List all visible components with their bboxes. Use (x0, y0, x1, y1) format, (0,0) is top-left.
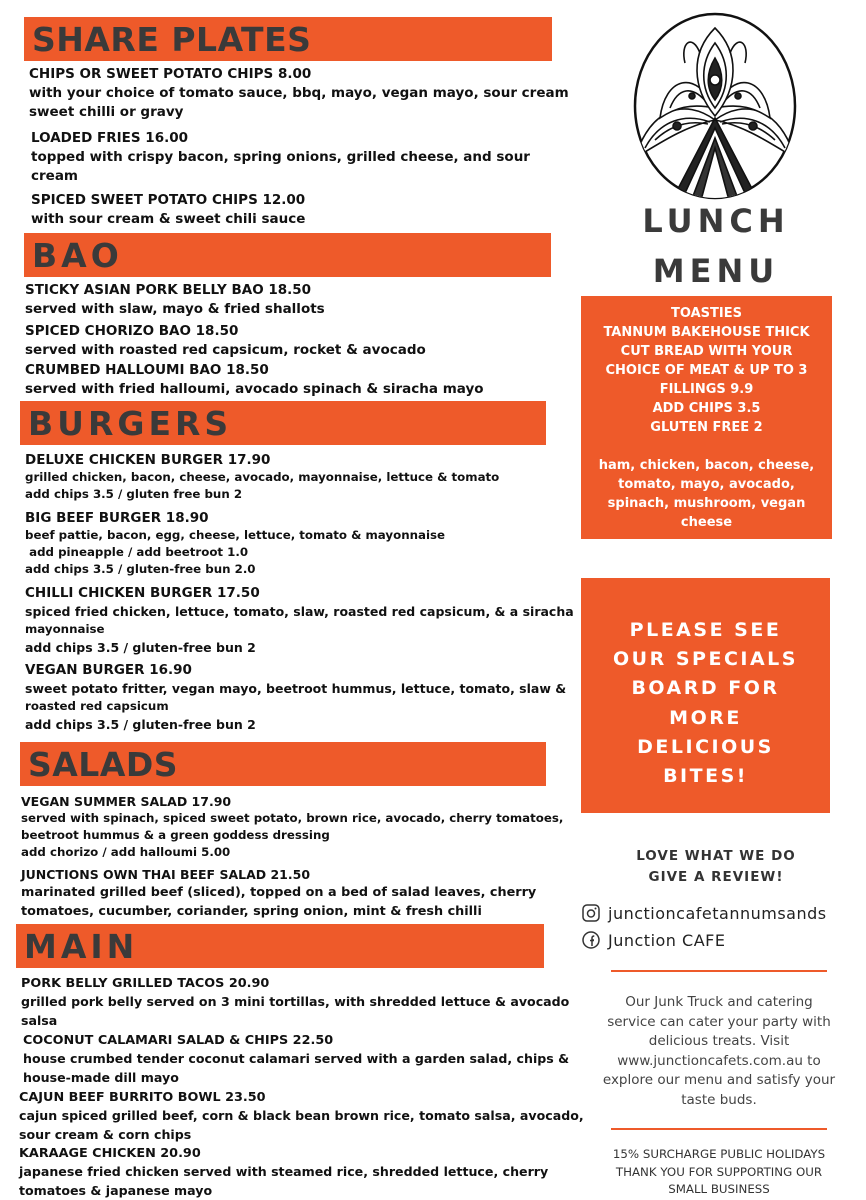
menu-item (19, 1145, 548, 1200)
instagram-link[interactable] (582, 904, 827, 923)
item-description: served with spinach, spiced sweet potato, brown rice, avocado, cherry tomatoes, (21, 811, 564, 825)
instagram-handle: junctioncafetannumsands (608, 904, 827, 923)
item-description: grilled chicken, bacon, cheese, avocado, mayonnaise, lettuce & tomato (25, 470, 500, 484)
menu-title: MENU (652, 252, 780, 290)
lunch-title: LUNCH (642, 202, 790, 240)
menu-item (21, 866, 536, 921)
item-title: STICKY ASIAN PORK BELLY BAO 18.50 (25, 282, 312, 298)
menu-item (25, 662, 566, 734)
menu-item (21, 975, 569, 1030)
item-description: topped with crispy bacon, spring onions, grilled cheese, and sour (31, 149, 530, 165)
footer-line: SMALL BUSINESS (668, 1182, 770, 1196)
specials-line: DELICIOUS (637, 735, 774, 758)
item-title: VEGAN BURGER 16.90 (25, 662, 192, 678)
item-description: add pineapple / add beetroot 1.0 (25, 545, 249, 559)
item-title: DELUXE CHICKEN BURGER 17.90 (25, 452, 271, 468)
item-description: sour cream & corn chips (19, 1127, 192, 1142)
item-description: spiced fried chicken, lettuce, tomato, slaw, roasted red capsicum, & a siracha (25, 604, 574, 619)
mandala-lotus-logo (630, 8, 800, 204)
item-title: COCONUT CALAMARI SALAD & CHIPS 22.50 (23, 1033, 334, 1048)
menu-item (25, 361, 484, 399)
item-description: marinated grilled beef (sliced), topped on a bed of salad leaves, cherry (21, 885, 537, 900)
item-description: beetroot hummus & a green goddess dressing (21, 828, 330, 842)
menu-item (25, 322, 426, 360)
item-description: cajun spiced grilled beef, corn & black bean brown rice, tomato salsa, avocado, (19, 1108, 584, 1123)
menu-item (25, 585, 574, 657)
item-description: salsa (21, 1013, 58, 1028)
review-line: LOVE WHAT WE DO (636, 848, 796, 864)
item-title: VEGAN SUMMER SALAD 17.90 (21, 794, 232, 809)
item-title: BIG BEEF BURGER 18.90 (25, 510, 209, 526)
fillings-line: tomato, mayo, avocado, (618, 477, 795, 492)
item-title: JUNCTIONS OWN THAI BEEF SALAD 21.50 (21, 867, 311, 882)
item-title: CHILLI CHICKEN BURGER 17.50 (25, 585, 260, 601)
item-description: add chorizo / add halloumi 5.00 (21, 845, 231, 859)
specials-line: MORE (669, 706, 742, 729)
toasties-box (581, 296, 832, 539)
instagram-icon (582, 904, 600, 922)
item-description: house crumbed tender coconut calamari served with a garden salad, chips & (23, 1051, 570, 1066)
item-description: served with roasted red capsicum, rocket & avocado (25, 342, 426, 358)
item-description: tomatoes, cucumber, coriander, spring onion, mint & fresh chilli (21, 904, 482, 919)
menu-item (25, 281, 325, 319)
promo-line: explore our menu and satisfy your (602, 1072, 836, 1089)
item-description: served with fried halloumi, avocado spinach & siracha mayo (25, 381, 484, 397)
section-banner-salads: SALADS (20, 742, 546, 786)
footer-line: 15% SURCHARGE PUBLIC HOLIDAYS (612, 1147, 826, 1161)
menu-item (29, 65, 569, 122)
promo-line: taste buds. (681, 1091, 757, 1108)
item-description: house-made dill mayo (23, 1070, 179, 1085)
item-description: add chips 3.5 / gluten-free bun 2 (25, 717, 256, 732)
promo-line: www.junctioncafets.com.au to (617, 1052, 821, 1069)
item-description: served with slaw, mayo & fried shallots (25, 301, 325, 317)
item-description: sweet potato fritter, vegan mayo, beetroot hummus, lettuce, tomato, slaw & (25, 681, 567, 696)
toasties-line: ADD CHIPS 3.5 (652, 401, 761, 416)
footer-note (594, 1146, 844, 1199)
item-title: LOADED FRIES 16.00 (31, 130, 189, 146)
specials-line: PLEASE SEE (629, 619, 782, 641)
facebook-name: Junction CAFE (608, 931, 726, 950)
promo-line: delicious treats. Visit (648, 1033, 790, 1050)
item-description: with sour cream & sweet chili sauce (31, 211, 306, 227)
item-description: mayonnaise (25, 622, 105, 636)
facebook-icon (582, 931, 600, 949)
item-description: add chips 3.5 / gluten-free bun 2.0 (25, 562, 256, 576)
fillings-line: cheese (680, 515, 733, 530)
section-banner-burgers: BURGERS (20, 401, 546, 445)
toasties-line: GLUTEN FREE 2 (650, 420, 763, 435)
item-description: sweet chilli or gravy (29, 104, 184, 120)
item-title: CRUMBED HALLOUMI BAO 18.50 (25, 362, 269, 378)
item-title: CAJUN BEEF BURRITO BOWL 23.50 (19, 1090, 266, 1105)
item-description: add chips 3.5 / gluten free bun 2 (25, 487, 243, 501)
item-description: add chips 3.5 / gluten-free bun 2 (25, 640, 256, 655)
toasties-line: FILLINGS 9.9 (659, 382, 754, 397)
menu-item (23, 1032, 569, 1087)
item-title: SPICED CHORIZO BAO 18.50 (25, 323, 239, 339)
menu-item (31, 191, 305, 229)
item-description: roasted red capsicum (25, 699, 169, 713)
divider (611, 1128, 827, 1130)
item-description: grilled pork belly served on 3 mini tortillas, with shredded lettuce & avocado (21, 994, 570, 1009)
fillings-line: ham, chicken, bacon, cheese, (598, 458, 815, 473)
section-banner-main: MAIN (16, 924, 544, 968)
item-title: KARAAGE CHICKEN 20.90 (19, 1146, 201, 1161)
specials-line: BOARD FOR (631, 677, 780, 700)
menu-item (21, 793, 563, 861)
divider (611, 970, 827, 972)
item-title: SPICED SWEET POTATO CHIPS 12.00 (31, 192, 306, 208)
section-banner-bao: BAO (24, 233, 551, 277)
toasties-line: CUT BREAD WITH YOUR (620, 344, 793, 359)
promo-text (594, 993, 844, 1111)
menu-item (25, 510, 445, 578)
item-description: with your choice of tomato sauce, bbq, mayo, vegan mayo, sour cream (29, 85, 569, 101)
toasties-line: CHOICE OF MEAT & UP TO 3 (605, 363, 808, 378)
item-title: CHIPS OR SWEET POTATO CHIPS 8.00 (29, 66, 312, 82)
specials-line: OUR SPECIALS (613, 648, 798, 671)
toasties-line: TANNUM BAKEHOUSE THICK (603, 325, 810, 340)
review-line: GIVE A REVIEW! (648, 869, 784, 885)
item-description: tomatoes & japanese mayo (19, 1183, 213, 1198)
section-banner-share-plates: SHARE PLATES (24, 17, 552, 61)
menu-item (31, 129, 530, 186)
menu-item (19, 1089, 584, 1144)
fillings-line: spinach, mushroom, vegan (607, 496, 806, 511)
promo-line: Our Junk Truck and catering (625, 994, 813, 1010)
item-description: japanese fried chicken served with steamed rice, shredded lettuce, cherry (19, 1164, 549, 1179)
specials-line: BITES! (663, 765, 748, 788)
item-description: beef pattie, bacon, egg, cheese, lettuce, tomato & mayonnaise (25, 528, 446, 542)
item-title: PORK BELLY GRILLED TACOS 20.90 (21, 976, 270, 991)
footer-line: THANK YOU FOR SUPPORTING OUR (615, 1164, 823, 1179)
menu-item (25, 452, 499, 503)
facebook-link[interactable] (582, 931, 725, 950)
item-description: cream (31, 168, 78, 184)
review-prompt (596, 846, 836, 888)
promo-line: service can cater your party with (607, 1013, 831, 1030)
specials-box (581, 578, 830, 813)
toasties-line: TOASTIES (671, 306, 742, 321)
